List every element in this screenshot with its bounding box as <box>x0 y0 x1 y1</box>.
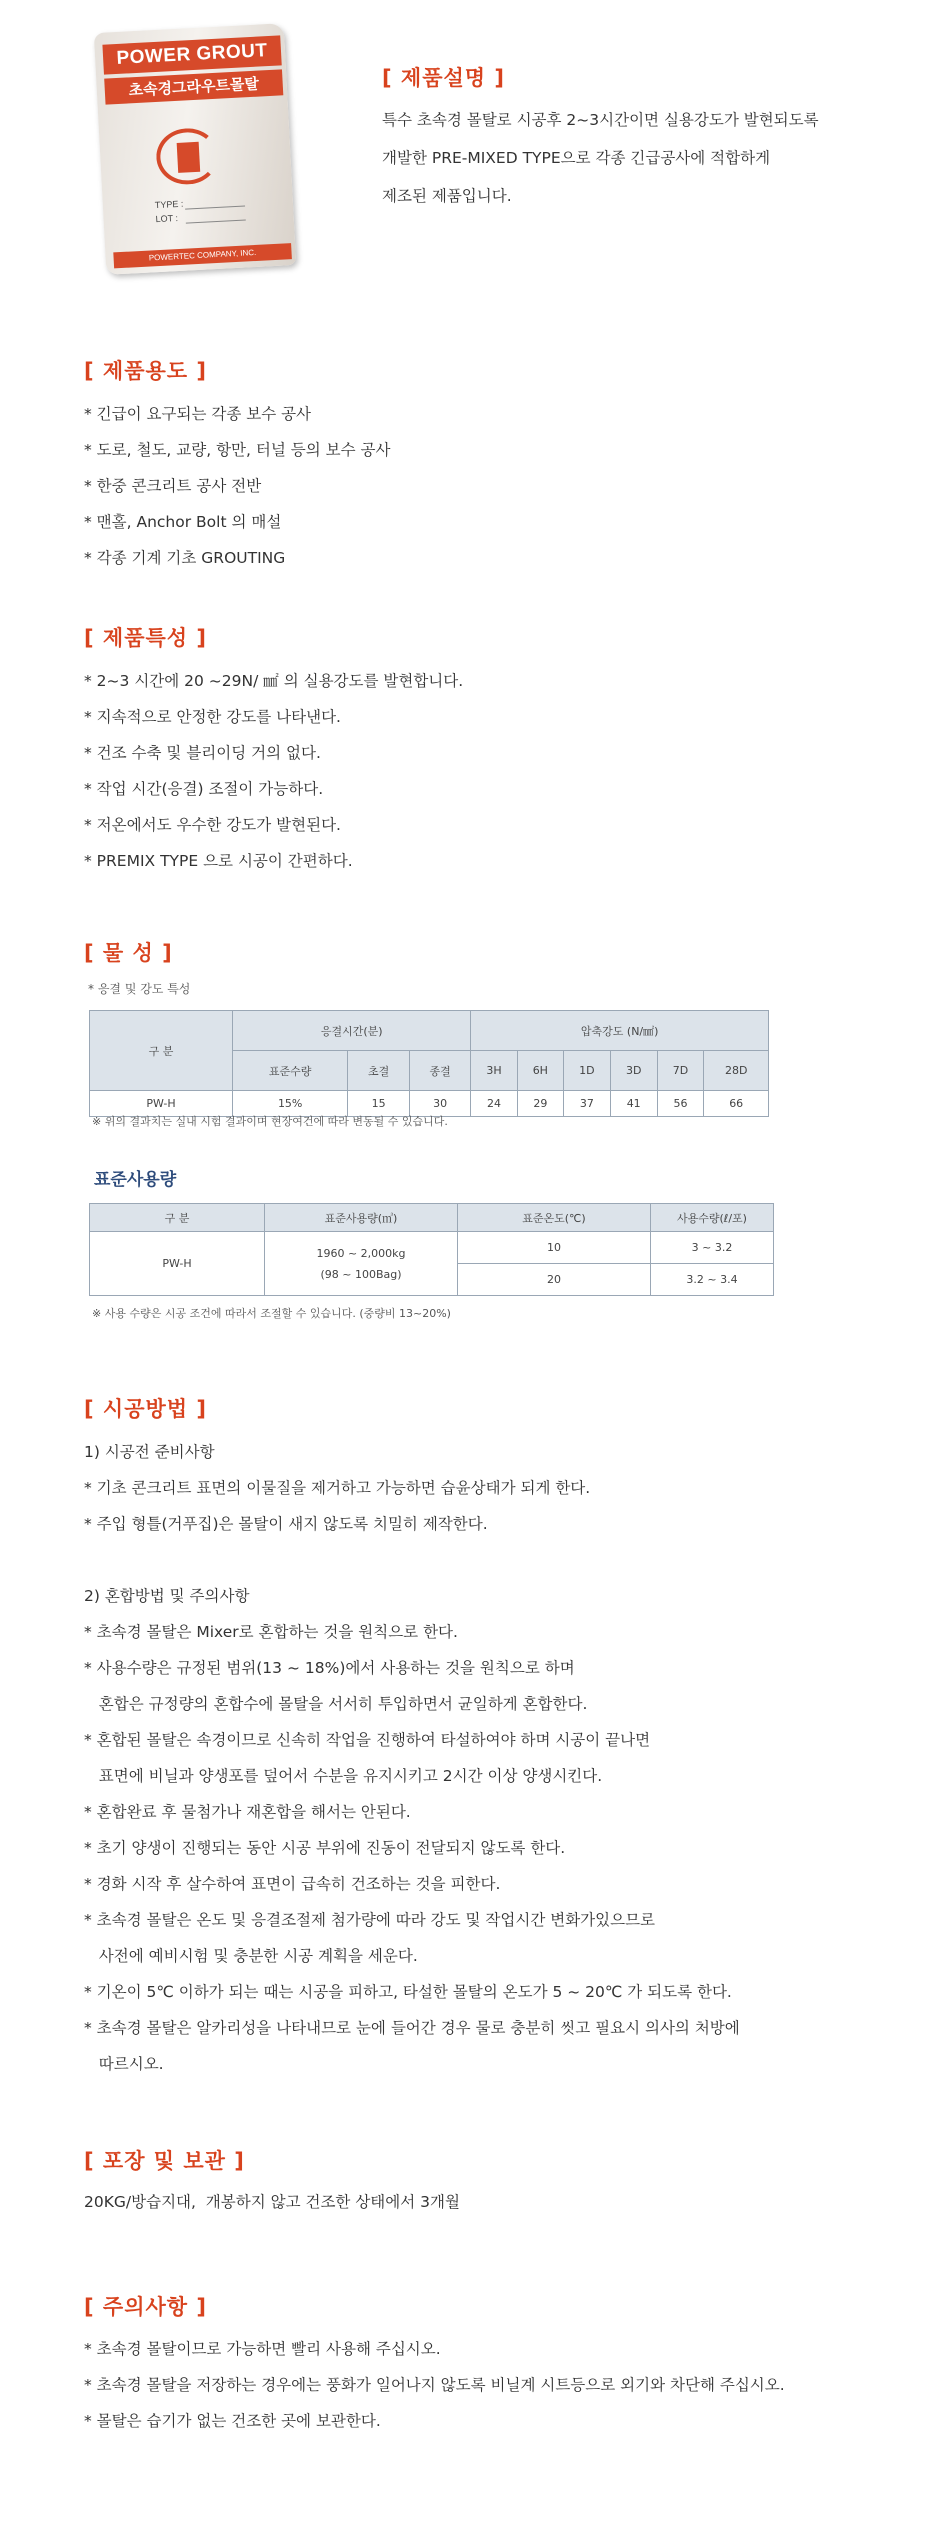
usage-heading: [ 제품용도 ] <box>84 359 207 383</box>
method-line: 표면에 비닐과 양생포를 덮어서 수분을 유지시키고 2시간 이상 양생시킨다. <box>84 1767 603 1785</box>
method-line: * 혼합된 몰탈은 속경이므로 신속히 작업을 진행하여 타설하여야 하며 시공이 끝나면 <box>84 1731 651 1749</box>
caution-line: * 몰탈은 습기가 없는 건조한 곳에 보관한다. <box>84 2412 381 2430</box>
table-subheader: 표준수량 <box>233 1051 348 1091</box>
table-subheader: 3D <box>610 1051 657 1091</box>
table-subheader: 1D <box>564 1051 611 1091</box>
standard-usage-title: 표준사용량 <box>94 1170 177 1190</box>
method-line: * 기온이 5℃ 이하가 되는 때는 시공을 피하고, 타설한 몰탈의 온도가 5 ~ 20℃ 가 되도록 한다. <box>84 1983 732 2001</box>
table-header-gubun: 구 분 <box>90 1011 233 1091</box>
table-cell: 15% <box>233 1091 348 1117</box>
features-heading: [ 제품특성 ] <box>84 626 207 650</box>
table-subheader: 초결 <box>348 1051 410 1091</box>
intro-line: 특수 초속경 몰탈로 시공후 2~3시간이면 실용강도가 발현되도록 <box>382 111 819 129</box>
product-bag-image <box>94 23 296 275</box>
properties-heading: [ 물 성 ] <box>84 941 173 965</box>
table-header-setting: 응결시간(분) <box>233 1011 471 1051</box>
table1-note: ※ 위의 결과치는 실내 시험 결과이며 현장여건에 따라 변동될 수 있습니다. <box>92 1115 448 1128</box>
intro-line: 개발한 PRE-MIXED TYPE으로 각종 긴급공사에 적합하게 <box>382 149 771 167</box>
method-line: 따르시오. <box>84 2055 164 2073</box>
method-line: * 혼합완료 후 물첨가나 재혼합을 해서는 안된다. <box>84 1803 411 1821</box>
feature-line: * 건조 수축 및 블리이딩 거의 없다. <box>84 744 321 762</box>
table-subheader: 28D <box>704 1051 769 1091</box>
table-subheader: 6H <box>517 1051 563 1091</box>
feature-line: * PREMIX TYPE 으로 시공이 간편하다. <box>84 852 353 870</box>
standard-usage-table <box>89 1203 774 1296</box>
table-subheader: 7D <box>657 1051 704 1091</box>
table-cell: 37 <box>564 1091 611 1117</box>
usage-line: * 한중 콘크리트 공사 전반 <box>84 477 262 495</box>
table-cell: 3 ~ 3.2 <box>651 1232 774 1264</box>
table-cell: 20 <box>458 1264 651 1296</box>
bag-lot-label: LOT : <box>155 212 179 225</box>
table-header-strength: 압축강도 (N/㎟) <box>471 1011 769 1051</box>
intro-line: 제조된 제품입니다. <box>382 187 512 205</box>
table-header: 구 분 <box>90 1204 265 1232</box>
method-line: 혼합은 규정량의 혼합수에 몰탈을 서서히 투입하면서 균일하게 혼합한다. <box>84 1695 588 1713</box>
bag-brand-label: POWER GROUT <box>102 35 281 74</box>
method-line: * 초속경 몰탈은 온도 및 응결조절제 첨가량에 따라 강도 및 작업시간 변화가있으므로 <box>84 1911 656 1929</box>
method-part1-title: 1) 시공전 준비사항 <box>84 1443 215 1461</box>
usage-amount: 1960 ~ 2,000kg <box>316 1246 406 1260</box>
bag-type-line <box>185 205 245 209</box>
caution-line: * 초속경 몰탈이므로 가능하면 빨리 사용해 주십시오. <box>84 2340 441 2358</box>
usage-line: * 각종 기계 기초 GROUTING <box>84 549 286 567</box>
table-cell: 41 <box>610 1091 657 1117</box>
table1-caption: * 응결 및 강도 특성 <box>88 982 191 996</box>
method-line: * 초속경 몰탈은 알카리성을 나타내므로 눈에 들어간 경우 물로 충분히 씻고 필요시 의사의 처방에 <box>84 2019 740 2037</box>
usage-bags: (98 ~ 100Bag) <box>320 1267 402 1281</box>
table-cell: 24 <box>471 1091 517 1117</box>
table-header: 표준온도(℃) <box>458 1204 651 1232</box>
table-cell: PW-H <box>90 1091 233 1117</box>
usage-line: * 맨홀, Anchor Bolt 의 매설 <box>84 513 282 531</box>
method-line: * 초기 양생이 진행되는 동안 시공 부위에 진동이 전달되지 않도록 한다. <box>84 1839 566 1857</box>
table-cell: PW-H <box>90 1232 265 1296</box>
packing-line: 20KG/방습지대, 개봉하지 않고 건조한 상태에서 3개월 <box>84 2193 460 2211</box>
table2-note: ※ 사용 수량은 시공 조건에 따라서 조절할 수 있습니다. (중량비 13~20%) <box>92 1307 451 1320</box>
feature-line: * 저온에서도 우수한 강도가 발현된다. <box>84 816 341 834</box>
bag-company-label: POWERTEC COMPANY, INC. <box>113 243 292 268</box>
table-subheader: 종결 <box>409 1051 471 1091</box>
table-cell: 10 <box>458 1232 651 1264</box>
method-line: * 경화 시작 후 살수하여 표면이 급속히 건조하는 것을 피한다. <box>84 1875 501 1893</box>
table-cell: 66 <box>704 1091 769 1117</box>
feature-line: * 2~3 시간에 20 ~29N/ ㎟ 의 실용강도를 발현합니다. <box>84 672 464 690</box>
method-line: * 초속경 몰탈은 Mixer로 혼합하는 것을 원칙으로 한다. <box>84 1623 458 1641</box>
table-cell: 56 <box>657 1091 704 1117</box>
caution-line: * 초속경 몰탈을 저장하는 경우에는 풍화가 일어나지 않도록 비닐계 시트등으로 외기와 차단해 주십시오. <box>84 2376 785 2394</box>
bag-lot-line <box>186 219 246 223</box>
method-line: * 주입 형틀(거푸집)은 몰탈이 새지 않도록 치밀히 제작한다. <box>84 1515 488 1533</box>
method-part2-title: 2) 혼합방법 및 주의사항 <box>84 1587 250 1605</box>
intro-heading: [ 제품설명 ] <box>382 66 505 90</box>
table-subheader: 3H <box>471 1051 517 1091</box>
packing-heading: [ 포장 및 보관 ] <box>84 2149 245 2173</box>
bag-type-label: TYPE : <box>154 198 184 211</box>
bag-product-label: 초속경그라우트몰탈 <box>104 69 283 104</box>
brand-logo-mark <box>177 142 201 173</box>
cautions-heading: [ 주의사항 ] <box>84 2295 207 2319</box>
table-header: 사용수량(ℓ/포) <box>651 1204 774 1232</box>
table-cell: 3.2 ~ 3.4 <box>651 1264 774 1296</box>
table-cell: 29 <box>517 1091 563 1117</box>
feature-line: * 지속적으로 안정한 강도를 나타낸다. <box>84 708 341 726</box>
method-line: * 기초 콘크리트 표면의 이물질을 제거하고 가능하면 습윤상태가 되게 한다. <box>84 1479 591 1497</box>
table-cell: 15 <box>348 1091 410 1117</box>
method-heading: [ 시공방법 ] <box>84 1397 207 1421</box>
table-header: 표준사용량(㎥) <box>265 1204 458 1232</box>
table-cell: 30 <box>409 1091 471 1117</box>
usage-line: * 긴급이 요구되는 각종 보수 공사 <box>84 405 312 423</box>
usage-line: * 도로, 철도, 교량, 항만, 터널 등의 보수 공사 <box>84 441 391 459</box>
setting-strength-table <box>89 1010 769 1117</box>
table-cell-usage <box>265 1232 458 1296</box>
method-line: * 사용수량은 규정된 범위(13 ~ 18%)에서 사용하는 것을 원칙으로 하며 <box>84 1659 575 1677</box>
method-line: 사전에 예비시험 및 충분한 시공 계획을 세운다. <box>84 1947 418 1965</box>
feature-line: * 작업 시간(응결) 조절이 가능하다. <box>84 780 324 798</box>
